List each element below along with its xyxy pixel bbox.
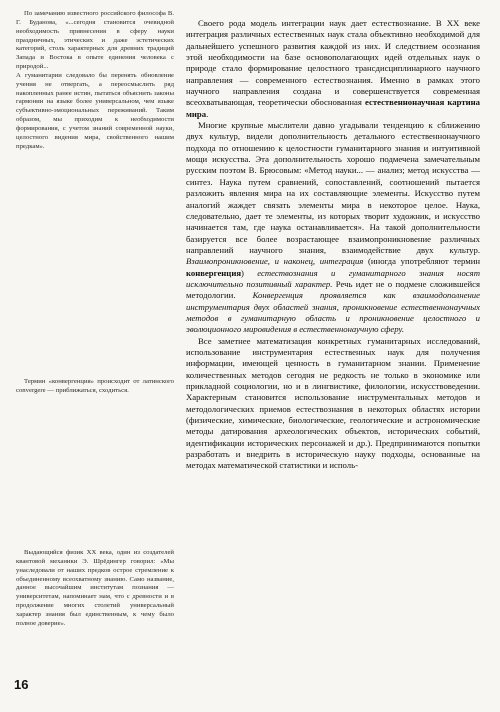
bold-term: конвергенция — [186, 267, 242, 278]
text-run: Своего рода модель интеграции наук дает естествознание. В XX веке интеграция различных естественных наук стала объективно необходимой для дальнейшего успешного развития каждой из них. И следствием осознания этой необходимости на базе основополагающих идей отдельных наук о природе стало формирование целостного трансдисциплинарного научного направления — современного естествознания. Именно в рамках этого научного направления создана и совершенствуется современная всеохватывающая, теоретически обоснованная — [186, 18, 480, 108]
sidenote-budanov — [16, 10, 174, 152]
bold-term: естественнонаучная картина мира — [186, 97, 480, 119]
paragraph-2 — [186, 120, 480, 336]
text-run: Речь идет не о подмене сложившейся методологии. — [186, 278, 480, 301]
text-run: (иногда употребляют термин — [363, 256, 480, 267]
sidenote-convergence — [16, 378, 174, 396]
text-run: . — [206, 108, 209, 119]
page-number: 16 — [14, 677, 29, 692]
italic-run: Конвергенция проявляется как взаимодополнение инструментария двух областей знания, проникновение естественнонаучных методов в гуманитарную область и проникновение целостного и эволюционного мировидения в естественнонаучную сферу. — [186, 290, 480, 335]
main-text — [186, 18, 480, 472]
sidenote-paragraph: А гуманитарии следовало бы перенять обновление учения не отвергать, а переосмыслить ряд накопленных ранее истин, пытаться объяснить законы гармонии на языке более универсальном, чем языке субъективно-эмоциональных переживаний. Таким образом, мы приходим к необходимости формирования, с учетом знаний современной науки, целостного видения мира, свойственного нашим предкам». — [16, 71, 174, 150]
italic-run: естествознания и гуманитарного знания носят исключительно позитивный характер. — [186, 267, 480, 289]
sidenote-paragraph: Выдающийся физик XX века, один из создателей квантовой механики Э. Шрёдингер говорил: «Мы унаследовали от наших предков острое стремление к объединенному всеохватному знанию. Само название, данное высочайшим институтам познания — университетам, напоминает нам, что с древности и в продолжение многих столетий универсальный характер знания был единственным, к чему было полное доверие». — [16, 549, 174, 627]
text-run: Многие крупные мыслители давно угадывали тенденцию к сближению двух культур, видели дополнительность детального естественнонаучного подхода по отношению к целостности гуманитарного знания и интуитивной мощи искусства. Эта дополнительность хорошо подмечена замечательным русским поэтом В. Брюсовым: «Метод науки... — анализ; метод искусства — синтез. Наука путем сравнений, сопоставлений, соотношений пытается разложить явления мира на их составляющие элементы. Искусство путем аналогий жаждет связать элементы мира в некоторое целое. Наука, следовательно, дает те элементы, из которых творит художник, и искусство начинается там, где наука останавливается». На такой дополнительности базируется все более возрастающее взаимопроникновение различных направлений научного знания, взаимодействие двух культур. — [186, 120, 480, 255]
text-run: ) — [241, 267, 258, 278]
sidenote-paragraph: Термин «конвергенция» происходит от латинского convergere — приближаться, сходиться. — [16, 378, 174, 394]
paragraph-1 — [186, 18, 480, 120]
sidenote-schrodinger — [16, 549, 174, 629]
italic-run: Взаимопроникновение, и наконец, интеграция — [186, 256, 364, 267]
sidenote-paragraph: По замечанию известного российского философа В. Г. Буданова, «...сегодня становится очевидной необходимость привнесения в сферу науки праздничных, этических и даже эстетических категорий, столь характерных для древних традиций Запада и Востока в опыте единения человека с природой... — [16, 10, 174, 71]
paragraph-3: Все заметнее математизация конкретных гуманитарных исследований, использование инструментария естественных наук для получения информации, имеющей ценность в гуманитарном знании. Применение количественных методов сегодня не редкость не только в экономике или прикладной социологии, но и в лингвистике, филологии, искусствоведении. Характерным становится использование инструментальных методов и методологических приемов естествознания в некоторых областях истории (физические, химические, биологические, геологические и астрономические методы датирования археологических объектов, исторических событий, идентификации исторических персонажей и др.). Предпринимаются попытки разработать и внедрить в историческую науку подходы, основанные на методах математической статистики и исполь- — [186, 335, 480, 471]
